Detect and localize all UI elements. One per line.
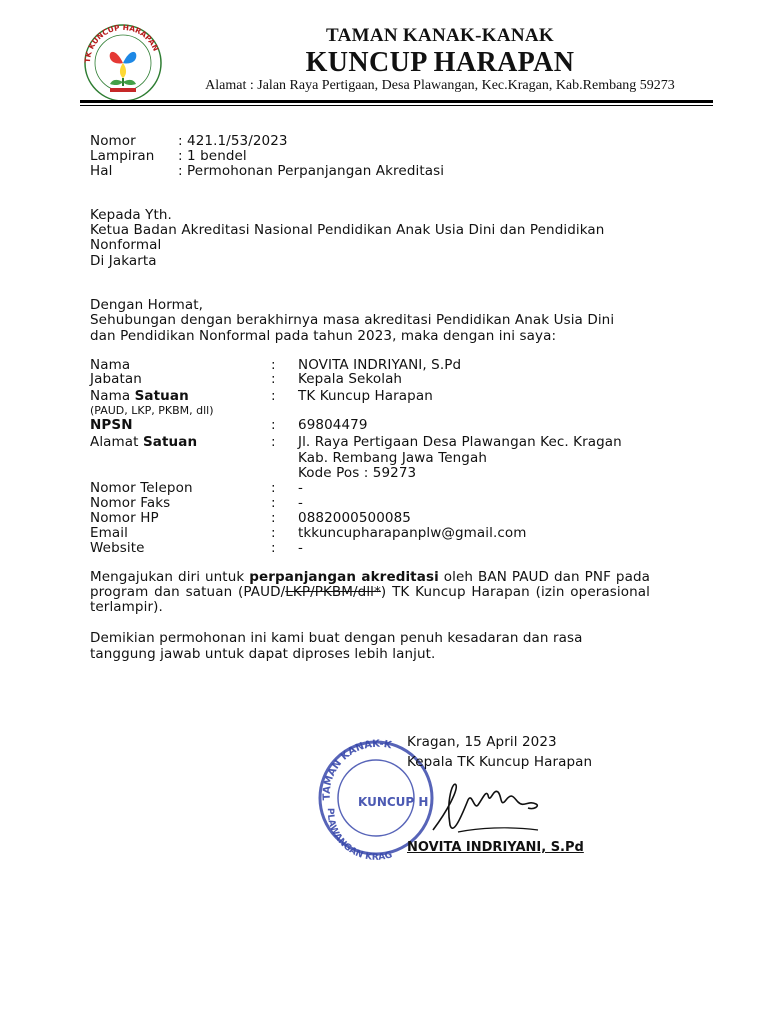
nama-label: Nama [90,357,131,373]
website-value: - [298,540,303,556]
signatory-position: Kepala TK Kuncup Harapan [407,754,593,770]
faks-label: Nomor Faks [90,495,171,511]
npsn-value: 69804479 [298,417,368,433]
lampiran-value: : 1 bendel [178,148,247,164]
closing-line1: Demikian permohonan ini kami buat dengan penuh kesadaran dan rasa [90,630,583,646]
faks-colon: : [271,495,276,511]
hp-colon: : [271,510,276,526]
faks-value: - [298,495,303,511]
school-name-title: KUNCUP HARAPAN [305,47,575,78]
recipient-salutation: Kepada Yth. [90,207,172,223]
recipient-name-line1: Ketua Badan Akreditasi Nasional Pendidikan Anak Usia Dini dan Pendidikan [90,222,605,238]
svg-text:TAMAN KANAK-K [322,739,394,801]
signatory-name: NOVITA INDRIYANI, S.Pd [407,840,584,855]
lampiran-label: Lampiran [90,148,155,164]
hp-label: Nomor HP [90,510,159,526]
website-label: Website [90,540,145,556]
closing-line2: tanggung jawab untuk dapat diproses lebih lanjut. [90,646,436,662]
email-value: tkkuncupharapanplw@gmail.com [298,525,527,541]
nama-value: NOVITA INDRIYANI, S.Pd [298,357,462,373]
nomor-value: : 421.1/53/2023 [178,133,288,149]
stamp-bottom-text: PLAWANGAN KRAG [324,807,394,860]
alamat-value-line2: Kab. Rembang Jawa Tengah [298,450,488,466]
jabatan-value: Kepala Sekolah [298,371,403,387]
svg-text:TK KUNCUP HARAPAN [83,23,161,63]
website-colon: : [271,540,276,556]
stamp-center-text: KUNCUP H [358,795,429,809]
recipient-name-line2: Nonformal [90,237,162,253]
opening-line1: Sehubungan dengan berakhirnya masa akreditasi Pendidikan Anak Usia Dini [90,312,615,328]
telepon-colon: : [271,480,276,496]
jabatan-colon: : [271,371,276,387]
email-colon: : [271,525,276,541]
greeting: Dengan Hormat, [90,297,204,313]
alamat-value-line1: Jl. Raya Pertigaan Desa Plawangan Kec. Kragan [298,434,622,450]
school-logo [80,18,166,104]
satuan-value: TK Kuncup Harapan [298,388,433,404]
request-paragraph: Mengajukan diri untuk perpanjangan akreditasi oleh BAN PAUD dan PNF pada program dan satuan (PAUD/LKP/PKBM/dll*) TK Kuncup Harapan (izin operasional terlampir). [90,569,650,615]
kode-pos: Kode Pos : 59273 [298,465,417,481]
satuan-label: Nama Satuan [90,388,189,404]
telepon-label: Nomor Telepon [90,480,193,496]
recipient-location: Di Jakarta [90,253,157,269]
header-divider-thick [80,100,713,103]
satuan-colon: : [271,388,276,404]
npsn-label: NPSN [90,417,133,433]
telepon-value: - [298,480,303,496]
header-divider-thin [80,105,713,106]
hal-value: : Permohonan Perpanjangan Akreditasi [178,163,445,179]
alamat-label: Alamat Satuan [90,434,198,450]
stamp-top-text: TAMAN KANAK-K [321,738,393,801]
handwritten-signature [428,770,548,850]
satuan-sublabel: (PAUD, LKP, PKBM, dll) [90,404,214,417]
hp-value: 0882000500085 [298,510,411,526]
alamat-colon: : [271,434,276,450]
nomor-label: Nomor [90,133,136,149]
school-type-title: TAMAN KANAK-KANAK [326,25,554,46]
jabatan-label: Jabatan [90,371,142,387]
school-address: Alamat : Jalan Raya Pertigaan, Desa Plawangan, Kec.Kragan, Kab.Rembang 59273 [205,78,675,93]
npsn-colon: : [271,417,276,433]
nama-colon: : [271,357,276,373]
place-date: Kragan, 15 April 2023 [407,734,557,750]
logo-text: TK KUNCUP HARAPAN [82,22,161,64]
email-label: Email [90,525,128,541]
opening-line2: dan Pendidikan Nonformal pada tahun 2023, maka dengan ini saya: [90,328,557,344]
hal-label: Hal [90,163,113,179]
